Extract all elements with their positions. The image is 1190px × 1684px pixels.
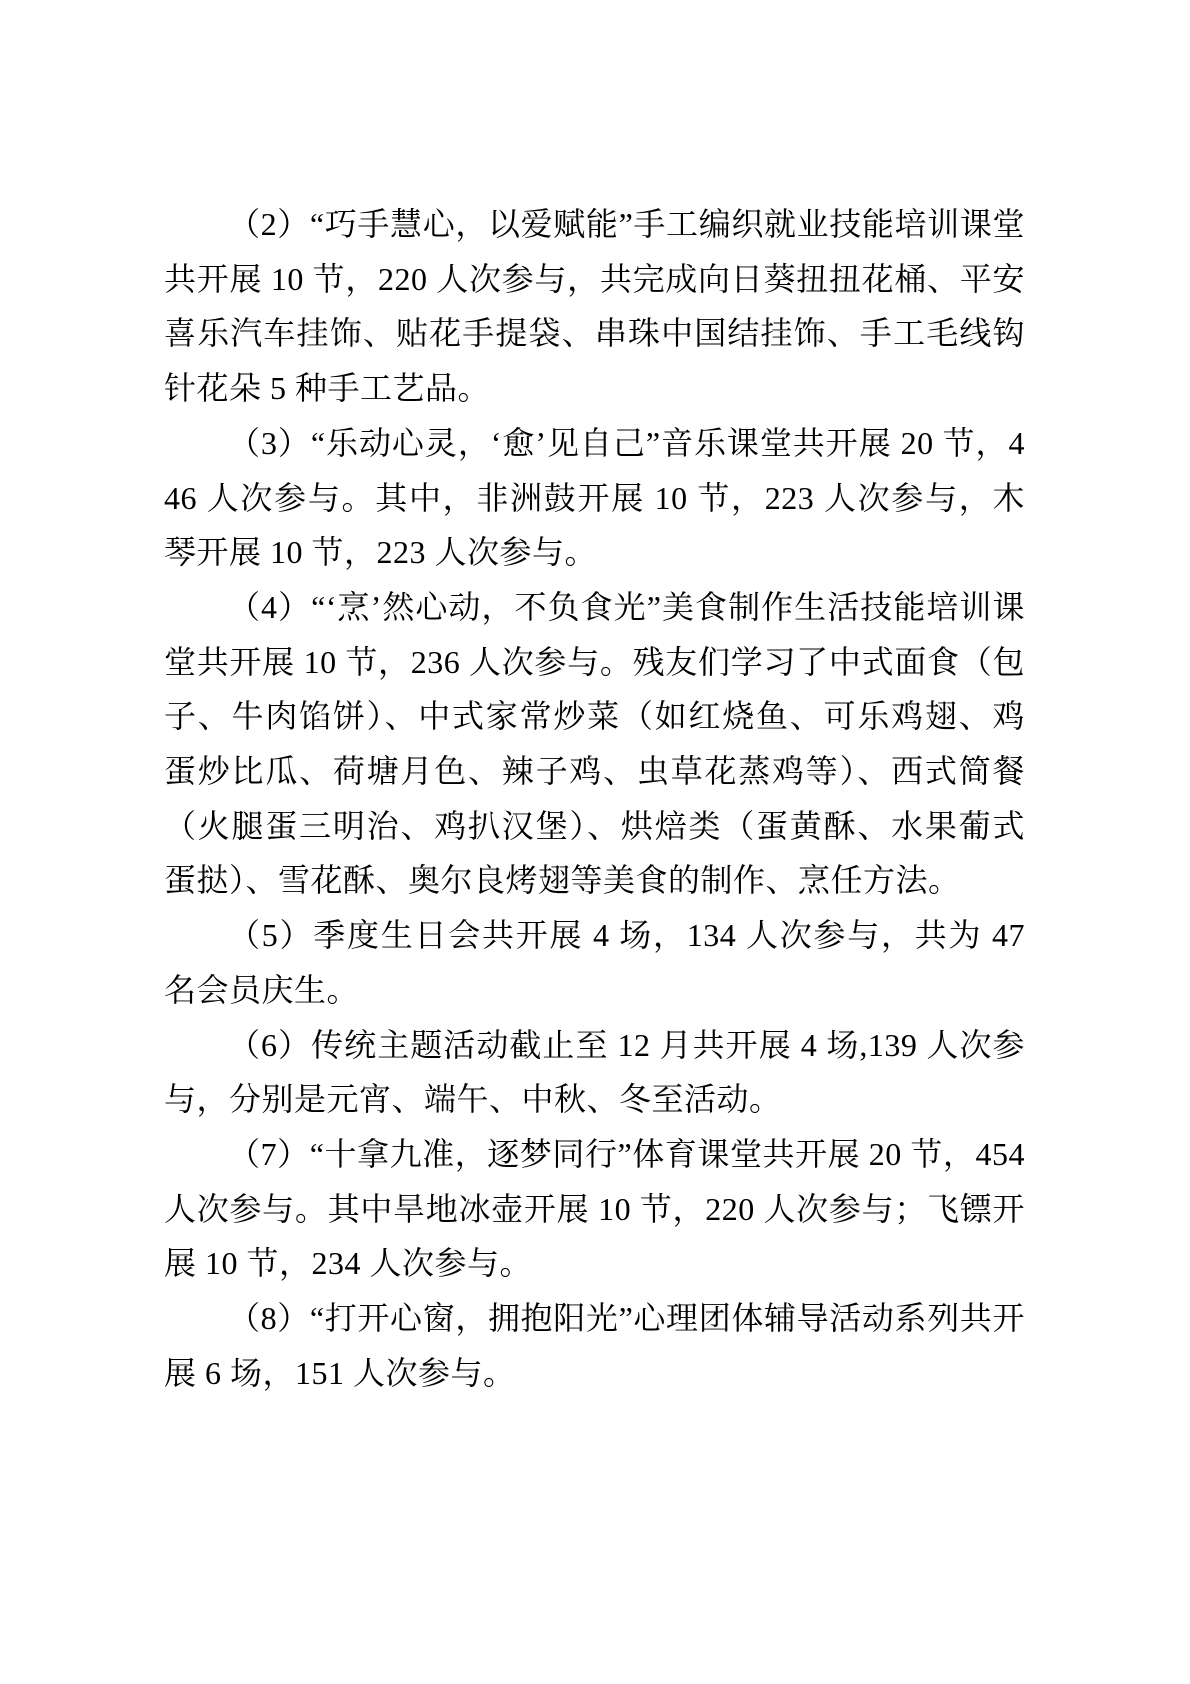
- document-body: [164, 197, 1025, 1400]
- paragraph-4: （4）“‘烹’然心动，不负食光”美食制作生活技能培训课堂共开展 10 节，236 人次参与。残友们学习了中式面食（包子、牛肉馅饼）、中式家常炒菜（如红烧鱼、可乐鸡翅、鸡蛋炒比瓜、荷塘月色、辣子鸡、虫草花蒸鸡等）、西式简餐（火腿蛋三明治、鸡扒汉堡）、烘焙类（蛋黄酥、水果葡式蛋挞）、雪花酥、奥尔良烤翅等美食的制作、烹任方法。: [164, 588, 1025, 899]
- paragraph-2: （2）“巧手慧心，以爱赋能”手工编织就业技能培训课堂共开展 10 节，220 人次参与，共完成向日葵扭扭花桶、平安喜乐汽车挂饰、贴花手提袋、串珠中国结挂饰、手工毛线钩针花朵 5 种手工艺品。: [164, 206, 1025, 407]
- paragraph-3: （3）“乐动心灵，‘愈’见自己”音乐课堂共开展 20 节，446 人次参与。其中，非洲鼓开展 10 节，223 人次参与，木琴开展 10 节，223 人次参与。: [164, 424, 1025, 571]
- paragraph-5: （5）季度生日会共开展 4 场，134 人次参与，共为 47 名会员庆生。: [164, 917, 1025, 1008]
- paragraph-8: （8）“打开心窗，拥抱阳光”心理团体辅导活动系列共开展 6 场，151 人次参与。: [164, 1300, 1025, 1391]
- paragraph-7: （7）“十拿九准，逐梦同行”体育课堂共开展 20 节，454 人次参与。其中旱地冰壶开展 10 节，220 人次参与；飞镖开展 10 节，234 人次参与。: [164, 1135, 1025, 1282]
- paragraph-6: （6）传统主题活动截止至 12 月共开展 4 场,139 人次参与，分别是元宵、端午、中秋、冬至活动。: [164, 1026, 1025, 1118]
